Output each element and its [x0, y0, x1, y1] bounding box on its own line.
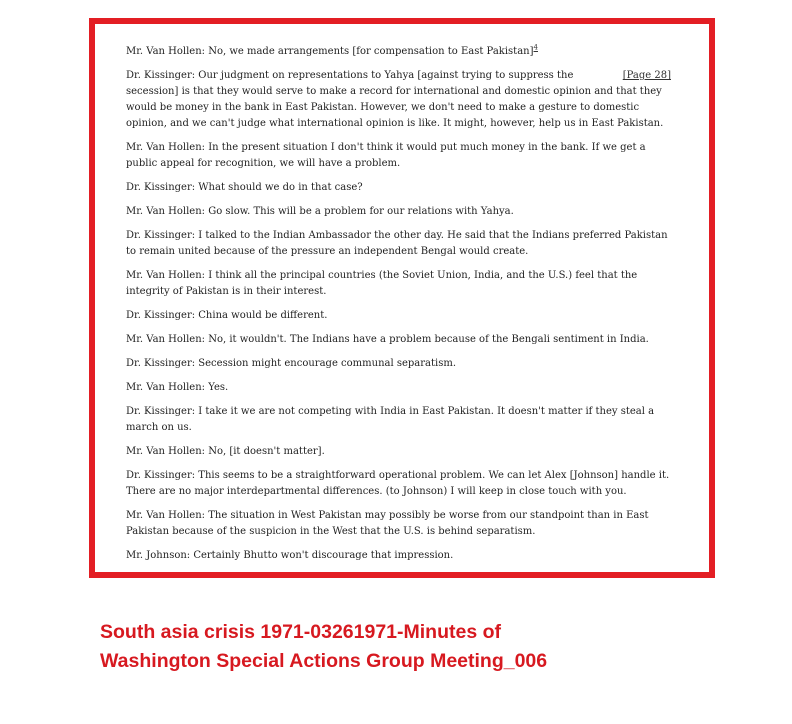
image-caption [100, 618, 720, 676]
paragraph-8: Dr. Kissinger: China would be different. [126, 310, 328, 321]
document-body [126, 44, 671, 572]
paragraph-1 [126, 44, 671, 60]
paragraph-6: Dr. Kissinger: I talked to the Indian Ambassador the other day. He said that the Indians preferred Pakistan to remain united because of the pressure an independent Bengal would create. [126, 230, 668, 257]
paragraph-text: Dr. Kissinger: Our judgment on representations to Yahya [against trying to suppress the secession] is that they would serve to make a record for international and domestic opinion and that they would be money in the bank in East Pakistan. However, we don't need to make a gesture to domestic opinion, and we can't judge what international opinion is like. It might, however, help us in East Pakistan. [126, 70, 664, 129]
paragraph-2 [126, 68, 671, 132]
paragraph-10: Dr. Kissinger: Secession might encourage communal separatism. [126, 358, 457, 369]
paragraph-9: Mr. Van Hollen: No, it wouldn't. The Indians have a problem because of the Bengali sentiment in India. [126, 334, 649, 345]
paragraph-text: Mr. Van Hollen: No, we made arrangements [for compensation to East Pakistan] [126, 46, 534, 57]
paragraph-4: Dr. Kissinger: What should we do in that case? [126, 182, 363, 193]
paragraph-7: Mr. Van Hollen: I think all the principal countries (the Soviet Union, India, and the U.S.) feel that the integrity of Pakistan is in their interest. [126, 270, 638, 297]
paragraph-12: Dr. Kissinger: I take it we are not competing with India in East Pakistan. It doesn't matter if they steal a march on us. [126, 406, 655, 433]
paragraph-13: Mr. Van Hollen: No, [it doesn't matter]. [126, 446, 325, 457]
footnote-link[interactable]: 4 [533, 43, 538, 52]
caption-line-2: Washington Special Actions Group Meeting_006 [100, 650, 548, 672]
caption-line-1: South asia crisis 1971-03261971-Minutes of [100, 621, 502, 643]
paragraph-11: Mr. Van Hollen: Yes. [126, 382, 229, 393]
paragraph-5: Mr. Van Hollen: Go slow. This will be a problem for our relations with Yahya. [126, 206, 514, 217]
paragraph-16: Mr. Johnson: Certainly Bhutto won't discourage that impression. [126, 550, 454, 561]
document-frame [89, 18, 715, 578]
paragraph-15: Mr. Van Hollen: The situation in West Pakistan may possibly be worse from our standpoint than in East Pakistan because of the suspicion in the West that the U.S. is behind separatism. [126, 510, 649, 537]
paragraph-14: Dr. Kissinger: This seems to be a straightforward operational problem. We can let Alex [Johnson] handle it. There are no major interdepartmental differences. (to Johnson) I will keep in close touch with you. [126, 470, 670, 497]
page-reference-link[interactable]: [Page 28] [622, 70, 671, 81]
paragraph-3: Mr. Van Hollen: In the present situation I don't think it would put much money in the bank. If we get a public appeal for recognition, we will have a problem. [126, 142, 646, 169]
